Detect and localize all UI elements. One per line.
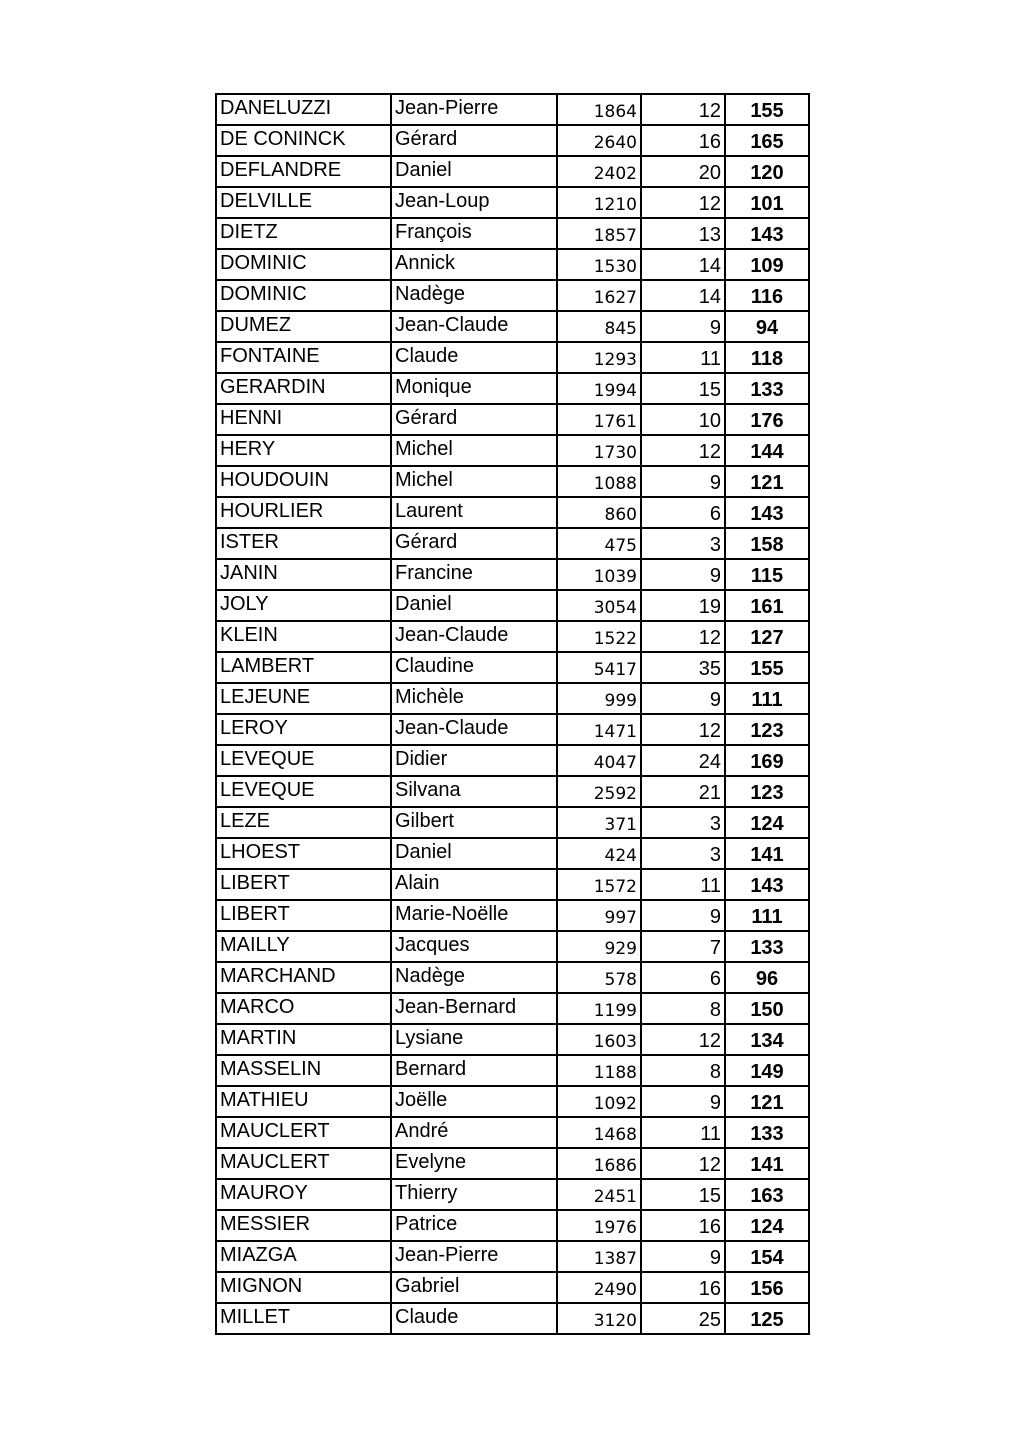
first-name-cell: François — [391, 218, 557, 249]
average-cell: 115 — [725, 559, 809, 590]
count-cell: 3 — [641, 807, 725, 838]
average-cell: 133 — [725, 373, 809, 404]
table-row — [216, 683, 809, 714]
last-name-cell: LHOEST — [216, 838, 391, 869]
first-name-cell: Alain — [391, 869, 557, 900]
average-cell: 111 — [725, 900, 809, 931]
average-cell: 120 — [725, 156, 809, 187]
points-cell: 860 — [557, 497, 641, 528]
count-cell: 12 — [641, 1024, 725, 1055]
first-name-cell: Marie-Noëlle — [391, 900, 557, 931]
last-name-cell: LEVEQUE — [216, 745, 391, 776]
first-name-cell: Laurent — [391, 497, 557, 528]
table-row — [216, 931, 809, 962]
average-cell: 123 — [725, 776, 809, 807]
points-cell: 1994 — [557, 373, 641, 404]
average-cell: 141 — [725, 1148, 809, 1179]
count-cell: 11 — [641, 342, 725, 373]
count-cell: 15 — [641, 373, 725, 404]
points-cell: 2592 — [557, 776, 641, 807]
points-cell: 929 — [557, 931, 641, 962]
first-name-cell: Daniel — [391, 838, 557, 869]
average-cell: 169 — [725, 745, 809, 776]
first-name-cell: Evelyne — [391, 1148, 557, 1179]
count-cell: 14 — [641, 280, 725, 311]
first-name-cell: Bernard — [391, 1055, 557, 1086]
first-name-cell: Nadège — [391, 280, 557, 311]
table-row — [216, 1086, 809, 1117]
first-name-cell: Nadège — [391, 962, 557, 993]
table-row — [216, 94, 809, 125]
last-name-cell: MARCO — [216, 993, 391, 1024]
table-row — [216, 807, 809, 838]
first-name-cell: Gérard — [391, 528, 557, 559]
count-cell: 11 — [641, 1117, 725, 1148]
last-name-cell: MARTIN — [216, 1024, 391, 1055]
table-row — [216, 1055, 809, 1086]
points-cell: 1603 — [557, 1024, 641, 1055]
average-cell: 111 — [725, 683, 809, 714]
points-cell: 1468 — [557, 1117, 641, 1148]
count-cell: 11 — [641, 869, 725, 900]
last-name-cell: MASSELIN — [216, 1055, 391, 1086]
last-name-cell: MAUCLERT — [216, 1148, 391, 1179]
points-cell: 3120 — [557, 1303, 641, 1334]
last-name-cell: DE CONINCK — [216, 125, 391, 156]
first-name-cell: Gérard — [391, 125, 557, 156]
points-cell: 1210 — [557, 187, 641, 218]
table-row — [216, 962, 809, 993]
table-row — [216, 373, 809, 404]
first-name-cell: Gérard — [391, 404, 557, 435]
last-name-cell: DANELUZZI — [216, 94, 391, 125]
points-cell: 1522 — [557, 621, 641, 652]
first-name-cell: Jean-Loup — [391, 187, 557, 218]
average-cell: 158 — [725, 528, 809, 559]
table-row — [216, 621, 809, 652]
last-name-cell: GERARDIN — [216, 373, 391, 404]
last-name-cell: JOLY — [216, 590, 391, 621]
last-name-cell: HOUDOUIN — [216, 466, 391, 497]
points-cell: 1730 — [557, 435, 641, 466]
last-name-cell: MAUCLERT — [216, 1117, 391, 1148]
count-cell: 9 — [641, 311, 725, 342]
average-cell: 176 — [725, 404, 809, 435]
points-cell: 2640 — [557, 125, 641, 156]
points-cell: 1387 — [557, 1241, 641, 1272]
points-cell: 3054 — [557, 590, 641, 621]
points-cell: 1188 — [557, 1055, 641, 1086]
average-cell: 124 — [725, 807, 809, 838]
count-cell: 9 — [641, 1086, 725, 1117]
table-row — [216, 218, 809, 249]
count-cell: 13 — [641, 218, 725, 249]
last-name-cell: LAMBERT — [216, 652, 391, 683]
count-cell: 21 — [641, 776, 725, 807]
table-row — [216, 1272, 809, 1303]
first-name-cell: Annick — [391, 249, 557, 280]
results-table-container — [215, 93, 810, 1335]
average-cell: 155 — [725, 652, 809, 683]
average-cell: 156 — [725, 1272, 809, 1303]
average-cell: 124 — [725, 1210, 809, 1241]
average-cell: 150 — [725, 993, 809, 1024]
table-row — [216, 993, 809, 1024]
first-name-cell: Michel — [391, 466, 557, 497]
average-cell: 165 — [725, 125, 809, 156]
last-name-cell: MARCHAND — [216, 962, 391, 993]
count-cell: 24 — [641, 745, 725, 776]
average-cell: 121 — [725, 1086, 809, 1117]
average-cell: 118 — [725, 342, 809, 373]
first-name-cell: Silvana — [391, 776, 557, 807]
average-cell: 116 — [725, 280, 809, 311]
average-cell: 143 — [725, 869, 809, 900]
table-row — [216, 528, 809, 559]
last-name-cell: DELVILLE — [216, 187, 391, 218]
table-row — [216, 1117, 809, 1148]
count-cell: 8 — [641, 1055, 725, 1086]
table-row — [216, 1210, 809, 1241]
first-name-cell: Lysiane — [391, 1024, 557, 1055]
count-cell: 16 — [641, 1210, 725, 1241]
table-row — [216, 249, 809, 280]
points-cell: 424 — [557, 838, 641, 869]
table-row — [216, 745, 809, 776]
count-cell: 35 — [641, 652, 725, 683]
count-cell: 12 — [641, 621, 725, 652]
points-cell: 1199 — [557, 993, 641, 1024]
first-name-cell: Claudine — [391, 652, 557, 683]
points-cell: 1088 — [557, 466, 641, 497]
table-row — [216, 404, 809, 435]
first-name-cell: Michel — [391, 435, 557, 466]
count-cell: 9 — [641, 683, 725, 714]
last-name-cell: DOMINIC — [216, 280, 391, 311]
first-name-cell: Gabriel — [391, 1272, 557, 1303]
first-name-cell: Didier — [391, 745, 557, 776]
average-cell: 143 — [725, 497, 809, 528]
last-name-cell: MILLET — [216, 1303, 391, 1334]
last-name-cell: DEFLANDRE — [216, 156, 391, 187]
average-cell: 109 — [725, 249, 809, 280]
average-cell: 121 — [725, 466, 809, 497]
points-cell: 1761 — [557, 404, 641, 435]
average-cell: 101 — [725, 187, 809, 218]
points-cell: 475 — [557, 528, 641, 559]
points-cell: 1857 — [557, 218, 641, 249]
points-cell: 2451 — [557, 1179, 641, 1210]
count-cell: 7 — [641, 931, 725, 962]
points-cell: 1627 — [557, 280, 641, 311]
table-row — [216, 1303, 809, 1334]
points-cell: 997 — [557, 900, 641, 931]
points-cell: 1976 — [557, 1210, 641, 1241]
first-name-cell: Michèle — [391, 683, 557, 714]
last-name-cell: HERY — [216, 435, 391, 466]
count-cell: 12 — [641, 435, 725, 466]
last-name-cell: HOURLIER — [216, 497, 391, 528]
last-name-cell: HENNI — [216, 404, 391, 435]
first-name-cell: Jean-Claude — [391, 621, 557, 652]
points-cell: 1092 — [557, 1086, 641, 1117]
table-row — [216, 280, 809, 311]
last-name-cell: ISTER — [216, 528, 391, 559]
table-row — [216, 590, 809, 621]
last-name-cell: MIGNON — [216, 1272, 391, 1303]
points-cell: 1864 — [557, 94, 641, 125]
first-name-cell: Jean-Claude — [391, 714, 557, 745]
first-name-cell: Claude — [391, 342, 557, 373]
last-name-cell: LEVEQUE — [216, 776, 391, 807]
first-name-cell: André — [391, 1117, 557, 1148]
first-name-cell: Gilbert — [391, 807, 557, 838]
average-cell: 155 — [725, 94, 809, 125]
results-table-body — [216, 94, 809, 1334]
table-row — [216, 714, 809, 745]
average-cell: 154 — [725, 1241, 809, 1272]
count-cell: 8 — [641, 993, 725, 1024]
table-row — [216, 1024, 809, 1055]
count-cell: 9 — [641, 1241, 725, 1272]
points-cell: 4047 — [557, 745, 641, 776]
count-cell: 6 — [641, 962, 725, 993]
average-cell: 123 — [725, 714, 809, 745]
average-cell: 127 — [725, 621, 809, 652]
points-cell: 845 — [557, 311, 641, 342]
table-row — [216, 652, 809, 683]
count-cell: 12 — [641, 187, 725, 218]
table-row — [216, 187, 809, 218]
first-name-cell: Jean-Pierre — [391, 1241, 557, 1272]
first-name-cell: Daniel — [391, 590, 557, 621]
last-name-cell: MATHIEU — [216, 1086, 391, 1117]
points-cell: 1471 — [557, 714, 641, 745]
table-row — [216, 869, 809, 900]
last-name-cell: DUMEZ — [216, 311, 391, 342]
count-cell: 9 — [641, 466, 725, 497]
table-row — [216, 1179, 809, 1210]
count-cell: 9 — [641, 559, 725, 590]
count-cell: 19 — [641, 590, 725, 621]
count-cell: 6 — [641, 497, 725, 528]
average-cell: 133 — [725, 931, 809, 962]
points-cell: 1293 — [557, 342, 641, 373]
first-name-cell: Jean-Claude — [391, 311, 557, 342]
count-cell: 16 — [641, 1272, 725, 1303]
count-cell: 14 — [641, 249, 725, 280]
table-row — [216, 559, 809, 590]
table-row — [216, 125, 809, 156]
table-row — [216, 466, 809, 497]
points-cell: 2490 — [557, 1272, 641, 1303]
last-name-cell: FONTAINE — [216, 342, 391, 373]
count-cell: 25 — [641, 1303, 725, 1334]
average-cell: 125 — [725, 1303, 809, 1334]
count-cell: 12 — [641, 1148, 725, 1179]
average-cell: 141 — [725, 838, 809, 869]
table-row — [216, 776, 809, 807]
points-cell: 2402 — [557, 156, 641, 187]
last-name-cell: JANIN — [216, 559, 391, 590]
table-row — [216, 1148, 809, 1179]
points-cell: 578 — [557, 962, 641, 993]
table-row — [216, 342, 809, 373]
table-row — [216, 156, 809, 187]
average-cell: 144 — [725, 435, 809, 466]
last-name-cell: DOMINIC — [216, 249, 391, 280]
table-row — [216, 497, 809, 528]
last-name-cell: LEZE — [216, 807, 391, 838]
first-name-cell: Jacques — [391, 931, 557, 962]
first-name-cell: Patrice — [391, 1210, 557, 1241]
average-cell: 163 — [725, 1179, 809, 1210]
last-name-cell: LIBERT — [216, 900, 391, 931]
first-name-cell: Joëlle — [391, 1086, 557, 1117]
first-name-cell: Jean-Bernard — [391, 993, 557, 1024]
average-cell: 161 — [725, 590, 809, 621]
first-name-cell: Jean-Pierre — [391, 94, 557, 125]
count-cell: 3 — [641, 838, 725, 869]
last-name-cell: MIAZGA — [216, 1241, 391, 1272]
average-cell: 94 — [725, 311, 809, 342]
first-name-cell: Daniel — [391, 156, 557, 187]
count-cell: 16 — [641, 125, 725, 156]
results-table — [215, 93, 810, 1335]
count-cell: 3 — [641, 528, 725, 559]
count-cell: 9 — [641, 900, 725, 931]
points-cell: 1039 — [557, 559, 641, 590]
points-cell: 5417 — [557, 652, 641, 683]
table-row — [216, 1241, 809, 1272]
average-cell: 96 — [725, 962, 809, 993]
last-name-cell: DIETZ — [216, 218, 391, 249]
count-cell: 20 — [641, 156, 725, 187]
table-row — [216, 311, 809, 342]
points-cell: 1686 — [557, 1148, 641, 1179]
last-name-cell: MAILLY — [216, 931, 391, 962]
points-cell: 1572 — [557, 869, 641, 900]
points-cell: 371 — [557, 807, 641, 838]
average-cell: 143 — [725, 218, 809, 249]
count-cell: 12 — [641, 714, 725, 745]
first-name-cell: Francine — [391, 559, 557, 590]
table-row — [216, 900, 809, 931]
last-name-cell: LEROY — [216, 714, 391, 745]
last-name-cell: KLEIN — [216, 621, 391, 652]
count-cell: 12 — [641, 94, 725, 125]
last-name-cell: LEJEUNE — [216, 683, 391, 714]
points-cell: 999 — [557, 683, 641, 714]
count-cell: 10 — [641, 404, 725, 435]
table-row — [216, 838, 809, 869]
points-cell: 1530 — [557, 249, 641, 280]
first-name-cell: Thierry — [391, 1179, 557, 1210]
first-name-cell: Monique — [391, 373, 557, 404]
first-name-cell: Claude — [391, 1303, 557, 1334]
table-row — [216, 435, 809, 466]
last-name-cell: LIBERT — [216, 869, 391, 900]
average-cell: 134 — [725, 1024, 809, 1055]
average-cell: 149 — [725, 1055, 809, 1086]
count-cell: 15 — [641, 1179, 725, 1210]
average-cell: 133 — [725, 1117, 809, 1148]
last-name-cell: MESSIER — [216, 1210, 391, 1241]
last-name-cell: MAUROY — [216, 1179, 391, 1210]
